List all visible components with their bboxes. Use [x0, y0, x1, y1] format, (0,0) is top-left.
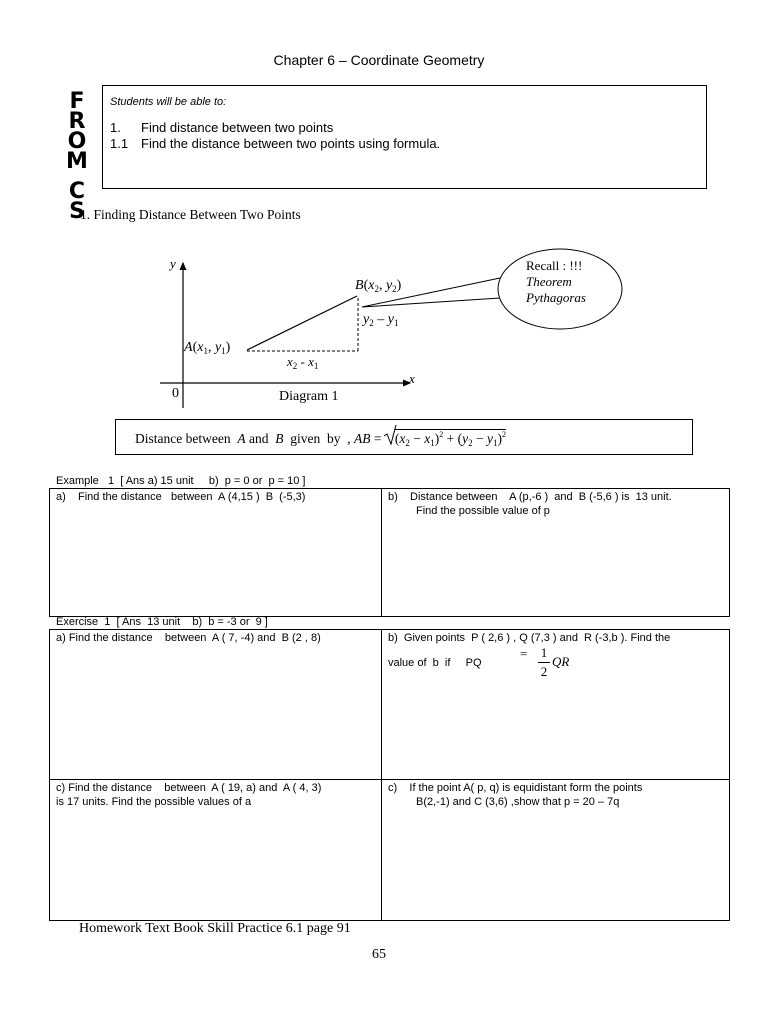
- column-divider: [381, 630, 382, 920]
- section-heading: 1. Finding Distance Between Two Points: [80, 207, 301, 222]
- stamp-letter: R: [68, 109, 86, 134]
- example-part-b-line2: Find the possible value of p: [416, 505, 550, 517]
- distance-diagram: [0, 0, 768, 420]
- stamp-letter: F: [69, 89, 85, 114]
- example-part-b-line1: b) Distance between A (p,-6 ) and B (-5,6 ) is 13 unit.: [388, 491, 672, 503]
- callout-line-3: Pythagoras: [526, 290, 586, 305]
- objective-2-text: Find the distance between two points using formula.: [141, 136, 441, 151]
- stamp-letter: C: [68, 179, 86, 204]
- objective-1-text: Find distance between two points: [141, 120, 334, 135]
- origin-label: 0: [172, 386, 179, 401]
- objective-2-number: 1.1: [110, 136, 129, 151]
- stamp-letter: S: [69, 199, 85, 224]
- callout-line-1: Recall : !!!: [526, 258, 583, 273]
- objective-1-number: 1.: [110, 120, 121, 135]
- point-a-label: $A(x_1$, $y_1$): [184, 340, 231, 356]
- column-divider: [381, 489, 382, 616]
- diagram-caption: Diagram 1: [279, 389, 339, 404]
- x-axis-label: x: [409, 371, 415, 386]
- stamp-letter: O: [67, 129, 87, 154]
- formula-box: [115, 419, 693, 455]
- exercise-part-c-line2: is 17 units. Find the possible values of a: [56, 796, 252, 808]
- callout-text: [526, 258, 586, 306]
- row-divider: [50, 779, 729, 780]
- example-heading: Example 1 [ Ans a) 15 unit b) p = 0 or p = 10 ]: [56, 475, 306, 487]
- example-part-a: a) Find the distance between A (4,15 ) B (-5,3): [56, 491, 306, 503]
- page-number: 65: [372, 947, 386, 962]
- horizontal-leg-label: $x_2 - x_1$: [287, 354, 319, 371]
- y-axis-label: y: [170, 256, 176, 271]
- exercise-heading: Exercise 1 [ Ans 13 unit b) b = -3 or 9 ]: [56, 616, 268, 628]
- distance-formula: Distance between A and B given by , AB = $(x_2 - x_1)^2 + (y_2 - y_1)^2$: [135, 430, 506, 448]
- point-b-label: $B(x_2$, $y_2$): [355, 278, 402, 294]
- segment-ab: [247, 296, 357, 350]
- homework-note: Homework Text Book Skill Practice 6.1 page 91: [79, 921, 351, 936]
- vertical-leg-label: $y_2 - y_1$: [363, 312, 399, 328]
- callout-line-2: Theorem: [526, 274, 572, 289]
- exercise-part-d-line2: B(2,-1) and C (3,6) ,show that p = 20 – 7q: [416, 796, 620, 808]
- stamp-letter: M: [66, 149, 88, 174]
- exercise-table: a) Find the distance between A ( 7, -4) and B (2 , 8) b) Given points P ( 2,6 ) , Q (7,3 ) and R (-3,b ). Find the value of b if PQ = 1 2 QR c) Find the distance between A ( 19, a) and A ( 4, 3) is 17 units. Find the possible values of a c) If the point A( p, q) is equidistant form the points B(2,-1) and C (3,6) ,show that p = 20 – 7q: [49, 629, 730, 921]
- example-table: [49, 488, 730, 617]
- objectives-heading: Students will be able to:: [110, 96, 227, 108]
- exercise-part-d-line1: c) If the point A( p, q) is equidistant form the points: [388, 782, 643, 794]
- page-title: Chapter 6 – Coordinate Geometry: [273, 52, 485, 68]
- formula-prefix: Distance between: [135, 431, 231, 446]
- exercise-part-c-line1: c) Find the distance between A ( 19, a) and A ( 4, 3): [56, 782, 322, 794]
- exercise-part-a: a) Find the distance between A ( 7, -4) and B (2 , 8): [56, 632, 321, 644]
- exercise-part-b-line2: value of b if PQ: [388, 657, 482, 669]
- exercise-part-b-line1: b) Given points P ( 2,6 ) , Q (7,3 ) and R (-3,b ). Find the: [388, 632, 671, 644]
